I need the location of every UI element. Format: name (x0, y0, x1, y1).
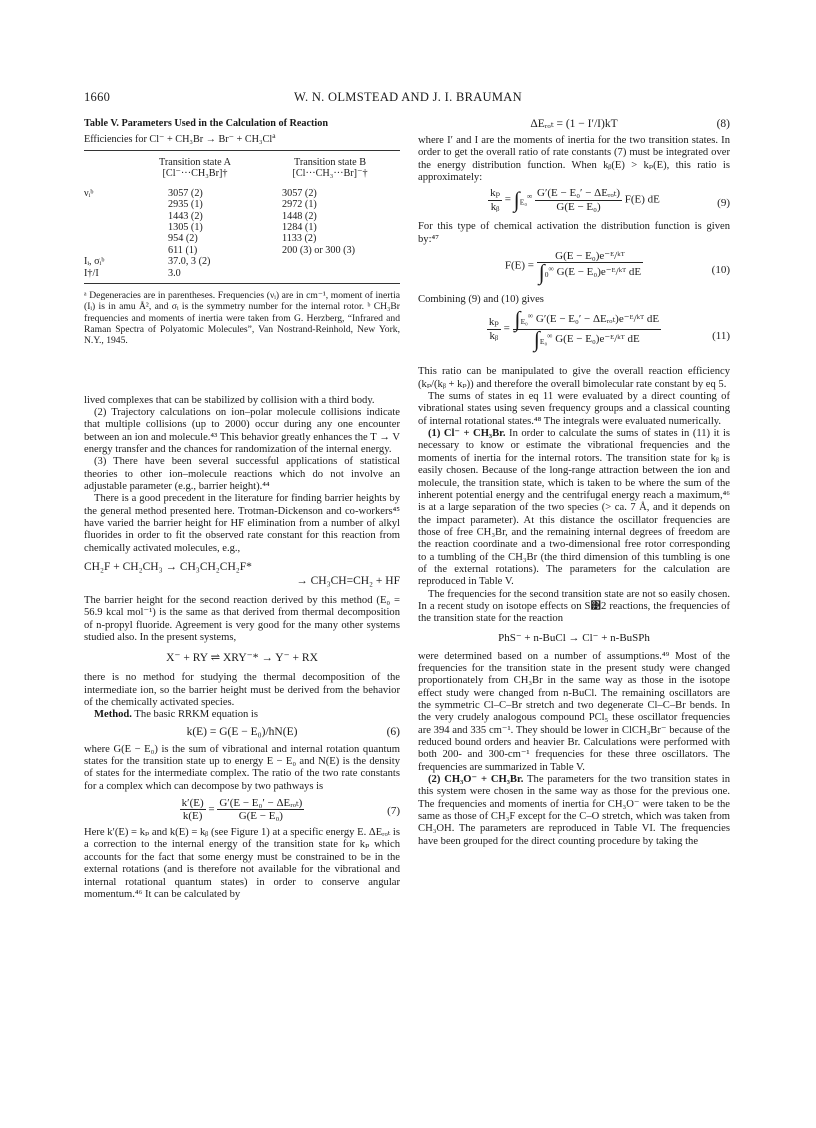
equation-7: $\frac{k'(E)}{k(E)}$ = $\frac{\text{G′(E − E₀′ − ΔEᵣₒₜ)}}{\text{G(E − E₀)}}$ (7) (181, 797, 400, 823)
table-row (84, 222, 400, 233)
col-a-cell: 611 (1) (168, 244, 198, 256)
section-cl-ch3br: (1) Cl⁻ + CH₃Br. In order to calculate the sums of states in (11) it is necessary to know or estimate the vibrational frequencies and the moments of inertia for the internal rotors. The transition state for kᵦ is easily chosen. Because of the long-range attraction between the ion and molecule, the transition state, which is taken to be where the sum of the inherent potential energy and the centrifugal energy reach a maximum,⁴⁶ is at a large separation of the two species (> ca. 7 Å, and it depends on the impact parameter). At this distance the oscillator frequencies are those of free CH₃Br, and the remaining internal degrees of freedom are the reaction coordinate and a two-dimensional free rotor corresponding to a tumbling of the CH₃Br (the third dimension of this tumbling is one of the external rotations). The parameters for the calculation are reproduced in Table V. (418, 428, 731, 588)
table-caption: Table V. Parameters Used in the Calculation of Reaction Efficiencies for $Cl^- + CH_3Br \to Br^- + CH_3Cl^a$ (84, 118, 329, 145)
col-b-cell: 1133 (2) (282, 233, 317, 245)
col-b-cell (260, 256, 400, 267)
row-label: νᵢᵇ (84, 187, 94, 199)
equation-11: $\frac{\text{kₚ}}{\text{kᵦ}}$ = $\frac{\int_{E_0}^\infty G'(E - E_0' - \Delta Eᵣ_{ot})e^-ᴱ/ᵏᵀ dE}{\int_{E_0}^\infty G(E - E_0)e^-ᴱ/ᵏᵀ dE}$ (11) (488, 306, 730, 352)
table-footnote: ᵃ Degeneracies are in parentheses. Frequencies (νᵢ) are in cm⁻¹, moment of inertia (Iᵢ) is in amu Å², and σᵢ is the symmetry number for the internal rotor. ᵇ CH₃Br frequencies and moments of inertia were taken from G. Herzberg, “Infrared and Raman Spectra of Polyatomic Molecules”, Van Nostrand-Reinhold, New York, N.Y., 1945. (84, 290, 400, 347)
row-label (84, 233, 130, 244)
section-ch3o-ch3br: (2) CH₃O⁻ + CH₃Br. The parameters for the two transition states in this system were chosen in the same way as those for the previous one. The frequencies and moments of inertia for CH₃O⁻ were taken to be the same as those of CH₃F except for the C–O stretch, which was taken from CH₃OH. The parameters are reproduced in Table VI. The frequencies have been grouped for the direct counting procedure by taking the (418, 774, 730, 847)
right-para-4: This ratio can be manipulated to give the overall reaction efficiency (kₚ/(kᵦ + kₚ)) and therefore the overall bimolecular rate constant by eq 5. (418, 366, 730, 390)
equation-10: F(E) = $\frac{\text{G(E − E₀)e⁻ᴱ/ᵏᵀ}}{\int_0^\infty G(E - E_0)e^-ᴱ/ᵏᵀ dE}$ (10) (504, 250, 730, 285)
table-row (84, 233, 400, 244)
left-para-5: The barrier height for the second reaction derived by this method (E₀ = 56.9 kcal mol⁻¹) is the same as that derived from thermal decomposition of n-propyl fluoride. Agreement is very good for the many other systems studied also. In the present systems, (84, 595, 400, 644)
col-b-cell: 1448 (2) (282, 210, 317, 222)
col-a-cell: 1305 (1) (168, 222, 203, 234)
col-b-head: Transition state B [Cl···CH₃···Br]⁻† (292, 157, 368, 180)
table-rows (84, 188, 400, 279)
left-para-7: where G(E − E₀) is the sum of vibrational and internal rotation quantum states for the transition state up to energy E − E₀ and N(E) is the density of states for the intermediate complex. The ratio of the two rate constants for a complex which can decompose by two pathways is (84, 743, 400, 792)
reaction-1: CH₂F + CH₂CH₃ → CH₃CH₂CH₂F* (84, 561, 252, 574)
table-row (84, 211, 400, 222)
left-para-2: (2) Trajectory calculations on ion–polar molecule collisions indicate that multiple collisions (up to 2000) occur during any one encounter between an ion and molecule.⁴³ This behavior greatly enhances the T → V energy transfer and the chances for randomization of the internal energy. (84, 406, 400, 455)
row-label (84, 222, 130, 233)
right-para-2: For this type of chemical activation the distribution function is given by:⁴⁷ (418, 221, 730, 245)
table-bottom-rule (84, 283, 400, 284)
running-head-authors: W. N. OLMSTEAD AND J. I. BRAUMAN (294, 90, 522, 104)
right-column (418, 118, 730, 848)
col-b-cell: 1284 (1) (282, 222, 317, 234)
col-a-cell: 37.0, 3 (2) (168, 256, 211, 268)
left-para-3: (3) There have been several successful applications of statistical theories to other ion–molecule reactions which do not involve an adjustable parameter (e.g., barrier height).⁴⁴ (84, 456, 400, 492)
row-label: I†/I (84, 267, 99, 279)
left-para-4: There is a good precedent in the literature for finding barrier heights by the general method presented here. Trotman-Dickenson and co-workers⁴⁵ have varied the barrier height for HF elimination from a number of alkyl fluorides in order to fit the observed rate constant for this reaction from chemically activated molecules, e.g., (84, 493, 400, 554)
table-row (84, 256, 400, 267)
col-b-cell: 3057 (2) (282, 187, 317, 199)
equation-8: ΔEᵣₒₜ = (1 − I′/I)kT (8) (530, 118, 730, 130)
right-para-5: The sums of states in eq 11 were evaluated by a direct counting of vibrational states using seven frequency groups and a classical counting of internal rotational states.⁴⁸ The integrals were evaluated numerically. (418, 391, 730, 427)
table-row (84, 188, 400, 199)
row-label (84, 199, 130, 210)
table-v (84, 118, 400, 347)
reaction-1-products: → CH₃CH=CH₂ + HF (296, 575, 400, 588)
left-column (84, 118, 400, 901)
col-b-cell: 2972 (1) (282, 199, 317, 211)
left-para-1: lived complexes that can be stabilized by collision with a third body. (84, 394, 375, 406)
col-a-cell: 3.0 (168, 267, 181, 279)
table-body (84, 157, 400, 279)
equation-6: k(E) = G(E − E₀)/hN(E) (6) (186, 725, 400, 738)
reaction-phs: PhS⁻ + n-BuCl → Cl⁻ + n-BuSPh (498, 631, 650, 644)
reaction-general: X⁻ + RY ⇌ XRY⁻* → Y⁻ + RX (166, 652, 318, 665)
right-para-7: The frequencies for the second transition state are not so easily chosen. In a recent study on isotope effects on S͹2 reactions, the frequencies of the transition state for the reaction (418, 588, 730, 625)
row-label: Iᵢ, σᵢᵇ (84, 256, 105, 268)
col-a-cell: 3057 (2) (168, 187, 203, 199)
equation-9: $\frac{\text{kₚ}}{\text{kᵦ}}$ = $\int_{E_0}^\infty$ $\frac{\text{G′(E − E₀′ − ΔEᵣₒₜ)}}{\text{G(E − E₀)}}$ F(E) dE (9) (490, 187, 730, 213)
row-label (84, 245, 130, 256)
table-top-rule (84, 150, 400, 151)
table-row (84, 245, 400, 256)
col-a-cell: 2935 (1) (168, 199, 203, 211)
table-head-row (84, 157, 400, 180)
right-para-8: were determined based on a number of assumptions.⁴⁹ Most of the frequencies for the transition state in the present study were changed proportionately from CH₃Br in the same way as those in the isotope effect study were changed from n-BuCl. The remaining oscillators are the symmetric Cl–C–Br stretch and two degenerate Cl–C–Br bends. In the very crudely analogous compound PCl₅ these oscillator frequencies are 394 and 335 cm⁻¹. They should be lower in ClCH₃Br⁻ because of the reduced bound orders and heavier Br. Calculations were performed with both 200- and 300-cm⁻¹ frequencies for these three oscillators. The frequencies are summarized in Table V. (418, 650, 730, 773)
left-para-6: there is no method for studying the thermal decomposition of the intermediate ion, so the barrier height must be derived from the behavior of the chemically activated species. (84, 672, 400, 709)
col-a-head: Transition state A [Cl⁻···CH₃Br]† (158, 157, 232, 180)
right-para-3: Combining (9) and (10) gives (418, 294, 544, 306)
table-row (84, 199, 400, 210)
right-para-1: where I′ and I are the moments of inertia for the two transition states. In order to get the overall ratio of rate constants (7) must be integrated over the energy distribution function. When kᵦ(E) > kₚ(E), this ratio is approximately: (418, 135, 730, 184)
col-b-cell (260, 268, 400, 279)
page-number: 1660 (84, 90, 111, 104)
method-para: Method. The basic RRKM equation is (94, 709, 259, 721)
row-label (84, 211, 130, 222)
table-row (84, 268, 400, 279)
page-header (84, 90, 732, 106)
col-b-cell: 200 (3) or 300 (3) (282, 244, 355, 256)
col-a-cell: 1443 (2) (168, 210, 203, 222)
left-para-8: Here k′(E) = kₚ and k(E) = kᵦ (see Figure 1) at a specific energy E. ΔEᵣₒₜ is a correction to the internal energy of the transition state for kₚ which accounts for the fact that some energy must be constrained to be in the external rotations (and is therefore not available for the vibrational and internal rotational quantum states) in order to conserve angular momentum.⁴⁶ It can be calculated by (84, 827, 400, 900)
col-a-cell: 954 (2) (168, 233, 198, 245)
